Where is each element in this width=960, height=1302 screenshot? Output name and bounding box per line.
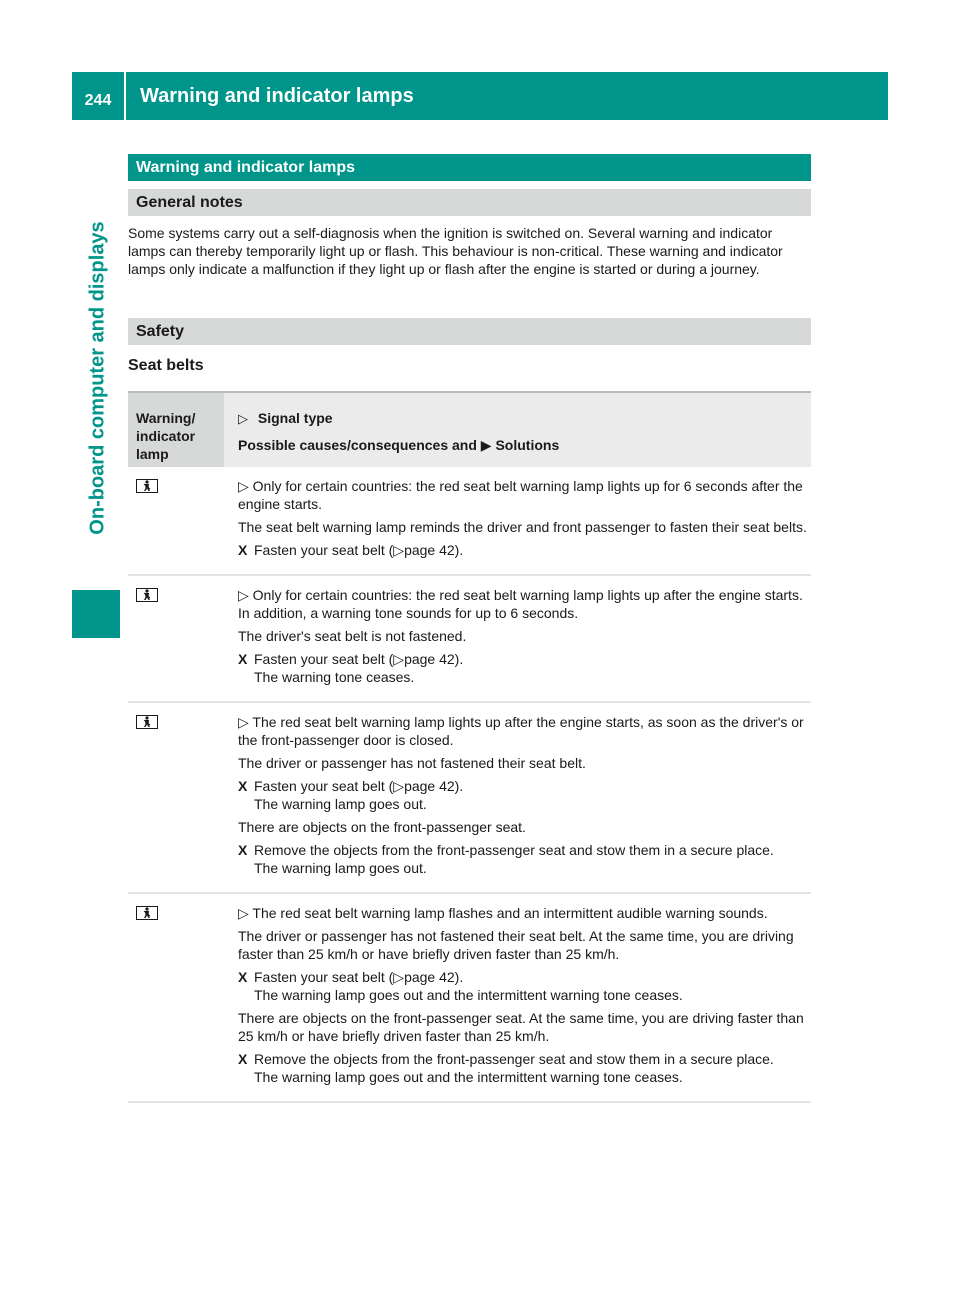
triangle-icon: ▷ bbox=[238, 411, 248, 426]
page-reference: page 42). bbox=[404, 542, 464, 558]
action-step-label: Remove the objects from the front-passenger seat and stow them in a secure place. bbox=[254, 1051, 774, 1067]
cause-text: There are objects on the front-passenger seat. bbox=[238, 819, 526, 835]
solutions-label: Solutions bbox=[495, 437, 560, 453]
table-row bbox=[128, 703, 811, 894]
signal-description: The red seat belt warning lamp flashes and an intermittent audible warning sounds. bbox=[252, 905, 768, 921]
action-marker-icon: X bbox=[238, 542, 248, 558]
signal-description: The red seat belt warning lamp lights up after the engine starts, as soon as the driver's or the front-passenger door is closed. bbox=[238, 714, 804, 748]
ref-triangle-icon: ▷ bbox=[393, 651, 405, 667]
action-step-text bbox=[254, 650, 811, 686]
result-text: The warning lamp goes out. bbox=[254, 860, 427, 876]
table-row bbox=[128, 467, 811, 576]
signal-triangle-icon: ▷ bbox=[238, 587, 253, 603]
header-title: Warning and indicator lamps bbox=[140, 85, 414, 107]
page-header bbox=[72, 72, 888, 120]
action-marker-icon: X bbox=[238, 969, 248, 985]
cause-text: The driver's seat belt is not fastened. bbox=[238, 628, 467, 644]
action-step-text bbox=[254, 1050, 811, 1086]
signal-text bbox=[238, 477, 811, 513]
col-header-signal bbox=[224, 393, 559, 467]
result-text: The warning tone ceases. bbox=[254, 669, 415, 685]
signal-triangle-icon: ▷ bbox=[238, 714, 253, 730]
side-chapter-label bbox=[84, 128, 112, 628]
section-title: Warning and indicator lamps bbox=[128, 154, 811, 181]
signal-description: Only for certain countries: the red seat belt warning lamp lights up for 6 seconds after the engine starts. bbox=[238, 478, 803, 512]
side-chapter-text: On-board computer and displays bbox=[86, 221, 109, 535]
ref-triangle-icon: ▷ bbox=[393, 542, 405, 558]
ref-triangle-icon: ▷ bbox=[393, 969, 405, 985]
seat-belt-icon bbox=[136, 588, 158, 602]
side-chapter-marker bbox=[72, 590, 120, 638]
signal-triangle-icon: ▷ bbox=[238, 905, 253, 921]
cause-text: The driver or passenger has not fastened their seat belt. At the same time, you are driving faster than 25 km/h or have briefly driven faster than 25 km/h. bbox=[238, 928, 794, 962]
result-text: The warning lamp goes out. bbox=[254, 796, 427, 812]
result-text: The warning lamp goes out and the intermittent warning tone ceases. bbox=[254, 1069, 683, 1085]
signal-text bbox=[238, 586, 811, 622]
seat-belt-icon bbox=[136, 715, 158, 729]
signal-description: Only for certain countries: the red seat belt warning lamp lights up after the engine starts. In addition, a warning tone sounds for up to 6 seconds. bbox=[238, 587, 803, 621]
action-step bbox=[238, 841, 811, 877]
causes-label: Possible causes/consequences and bbox=[238, 437, 477, 453]
description-cell bbox=[224, 586, 811, 691]
action-step-label: Fasten your seat belt ( bbox=[254, 969, 394, 985]
signal-text bbox=[238, 904, 811, 922]
action-marker-icon: X bbox=[238, 651, 248, 667]
action-step-label: Fasten your seat belt ( bbox=[254, 778, 394, 794]
general-notes-heading: General notes bbox=[128, 189, 811, 216]
warning-lamp-table bbox=[128, 391, 811, 1103]
signal-type-label: Signal type bbox=[257, 410, 333, 426]
lamp-cell bbox=[128, 477, 224, 564]
action-step bbox=[238, 968, 811, 1004]
action-step bbox=[238, 650, 811, 686]
action-step-text bbox=[254, 968, 811, 1004]
description-cell bbox=[224, 713, 811, 882]
cause-text: The seat belt warning lamp reminds the driver and front passenger to fasten their seat belts. bbox=[238, 519, 807, 535]
action-step bbox=[238, 541, 811, 559]
action-step-text bbox=[254, 777, 811, 813]
page-reference: page 42). bbox=[404, 651, 464, 667]
page-reference: page 42). bbox=[404, 778, 464, 794]
seat-belt-icon bbox=[136, 479, 158, 493]
action-step-text bbox=[254, 841, 811, 877]
safety-heading: Safety bbox=[128, 318, 811, 345]
signal-triangle-icon: ▷ bbox=[238, 478, 253, 494]
action-marker-icon: X bbox=[238, 842, 248, 858]
table-row bbox=[128, 576, 811, 703]
action-marker-icon: X bbox=[238, 778, 248, 794]
description-cell bbox=[224, 477, 811, 564]
action-step-label: Fasten your seat belt ( bbox=[254, 651, 394, 667]
lamp-cell bbox=[128, 713, 224, 882]
action-marker-icon: X bbox=[238, 1051, 248, 1067]
result-text: The warning lamp goes out and the intermittent warning tone ceases. bbox=[254, 987, 683, 1003]
signal-text bbox=[238, 713, 811, 749]
table-row bbox=[128, 894, 811, 1103]
cause-text: The driver or passenger has not fastened their seat belt. bbox=[238, 755, 586, 771]
table-header bbox=[128, 393, 811, 467]
seat-belt-icon bbox=[136, 906, 158, 920]
action-step bbox=[238, 1050, 811, 1086]
action-step-label: Remove the objects from the front-passenger seat and stow them in a secure place. bbox=[254, 842, 774, 858]
page-number: 244 bbox=[72, 72, 126, 120]
action-step-label: Fasten your seat belt ( bbox=[254, 542, 394, 558]
lamp-cell bbox=[128, 904, 224, 1091]
seat-belts-heading: Seat belts bbox=[128, 357, 204, 374]
action-step bbox=[238, 777, 811, 813]
general-notes-text: Some systems carry out a self-diagnosis when the ignition is switched on. Several warning and indicator lamps can thereby temporarily light up or flash. This behaviour is non-critical. These warning and indicator lamps only indicate a malfunction if they light up or flash after the engine is started or during a journey. bbox=[128, 225, 783, 277]
main-content bbox=[128, 154, 811, 1103]
lamp-cell bbox=[128, 586, 224, 691]
solid-triangle-icon: ▶ bbox=[480, 437, 492, 453]
description-cell bbox=[224, 904, 811, 1091]
cause-text: There are objects on the front-passenger seat. At the same time, you are driving faster than 25 km/h or have briefly driven faster than 25 km/h. bbox=[238, 1010, 804, 1044]
page-reference: page 42). bbox=[404, 969, 464, 985]
col-header-lamp: Warning/ indicator lamp bbox=[128, 393, 224, 467]
ref-triangle-icon: ▷ bbox=[393, 778, 405, 794]
action-step-text bbox=[254, 541, 811, 559]
